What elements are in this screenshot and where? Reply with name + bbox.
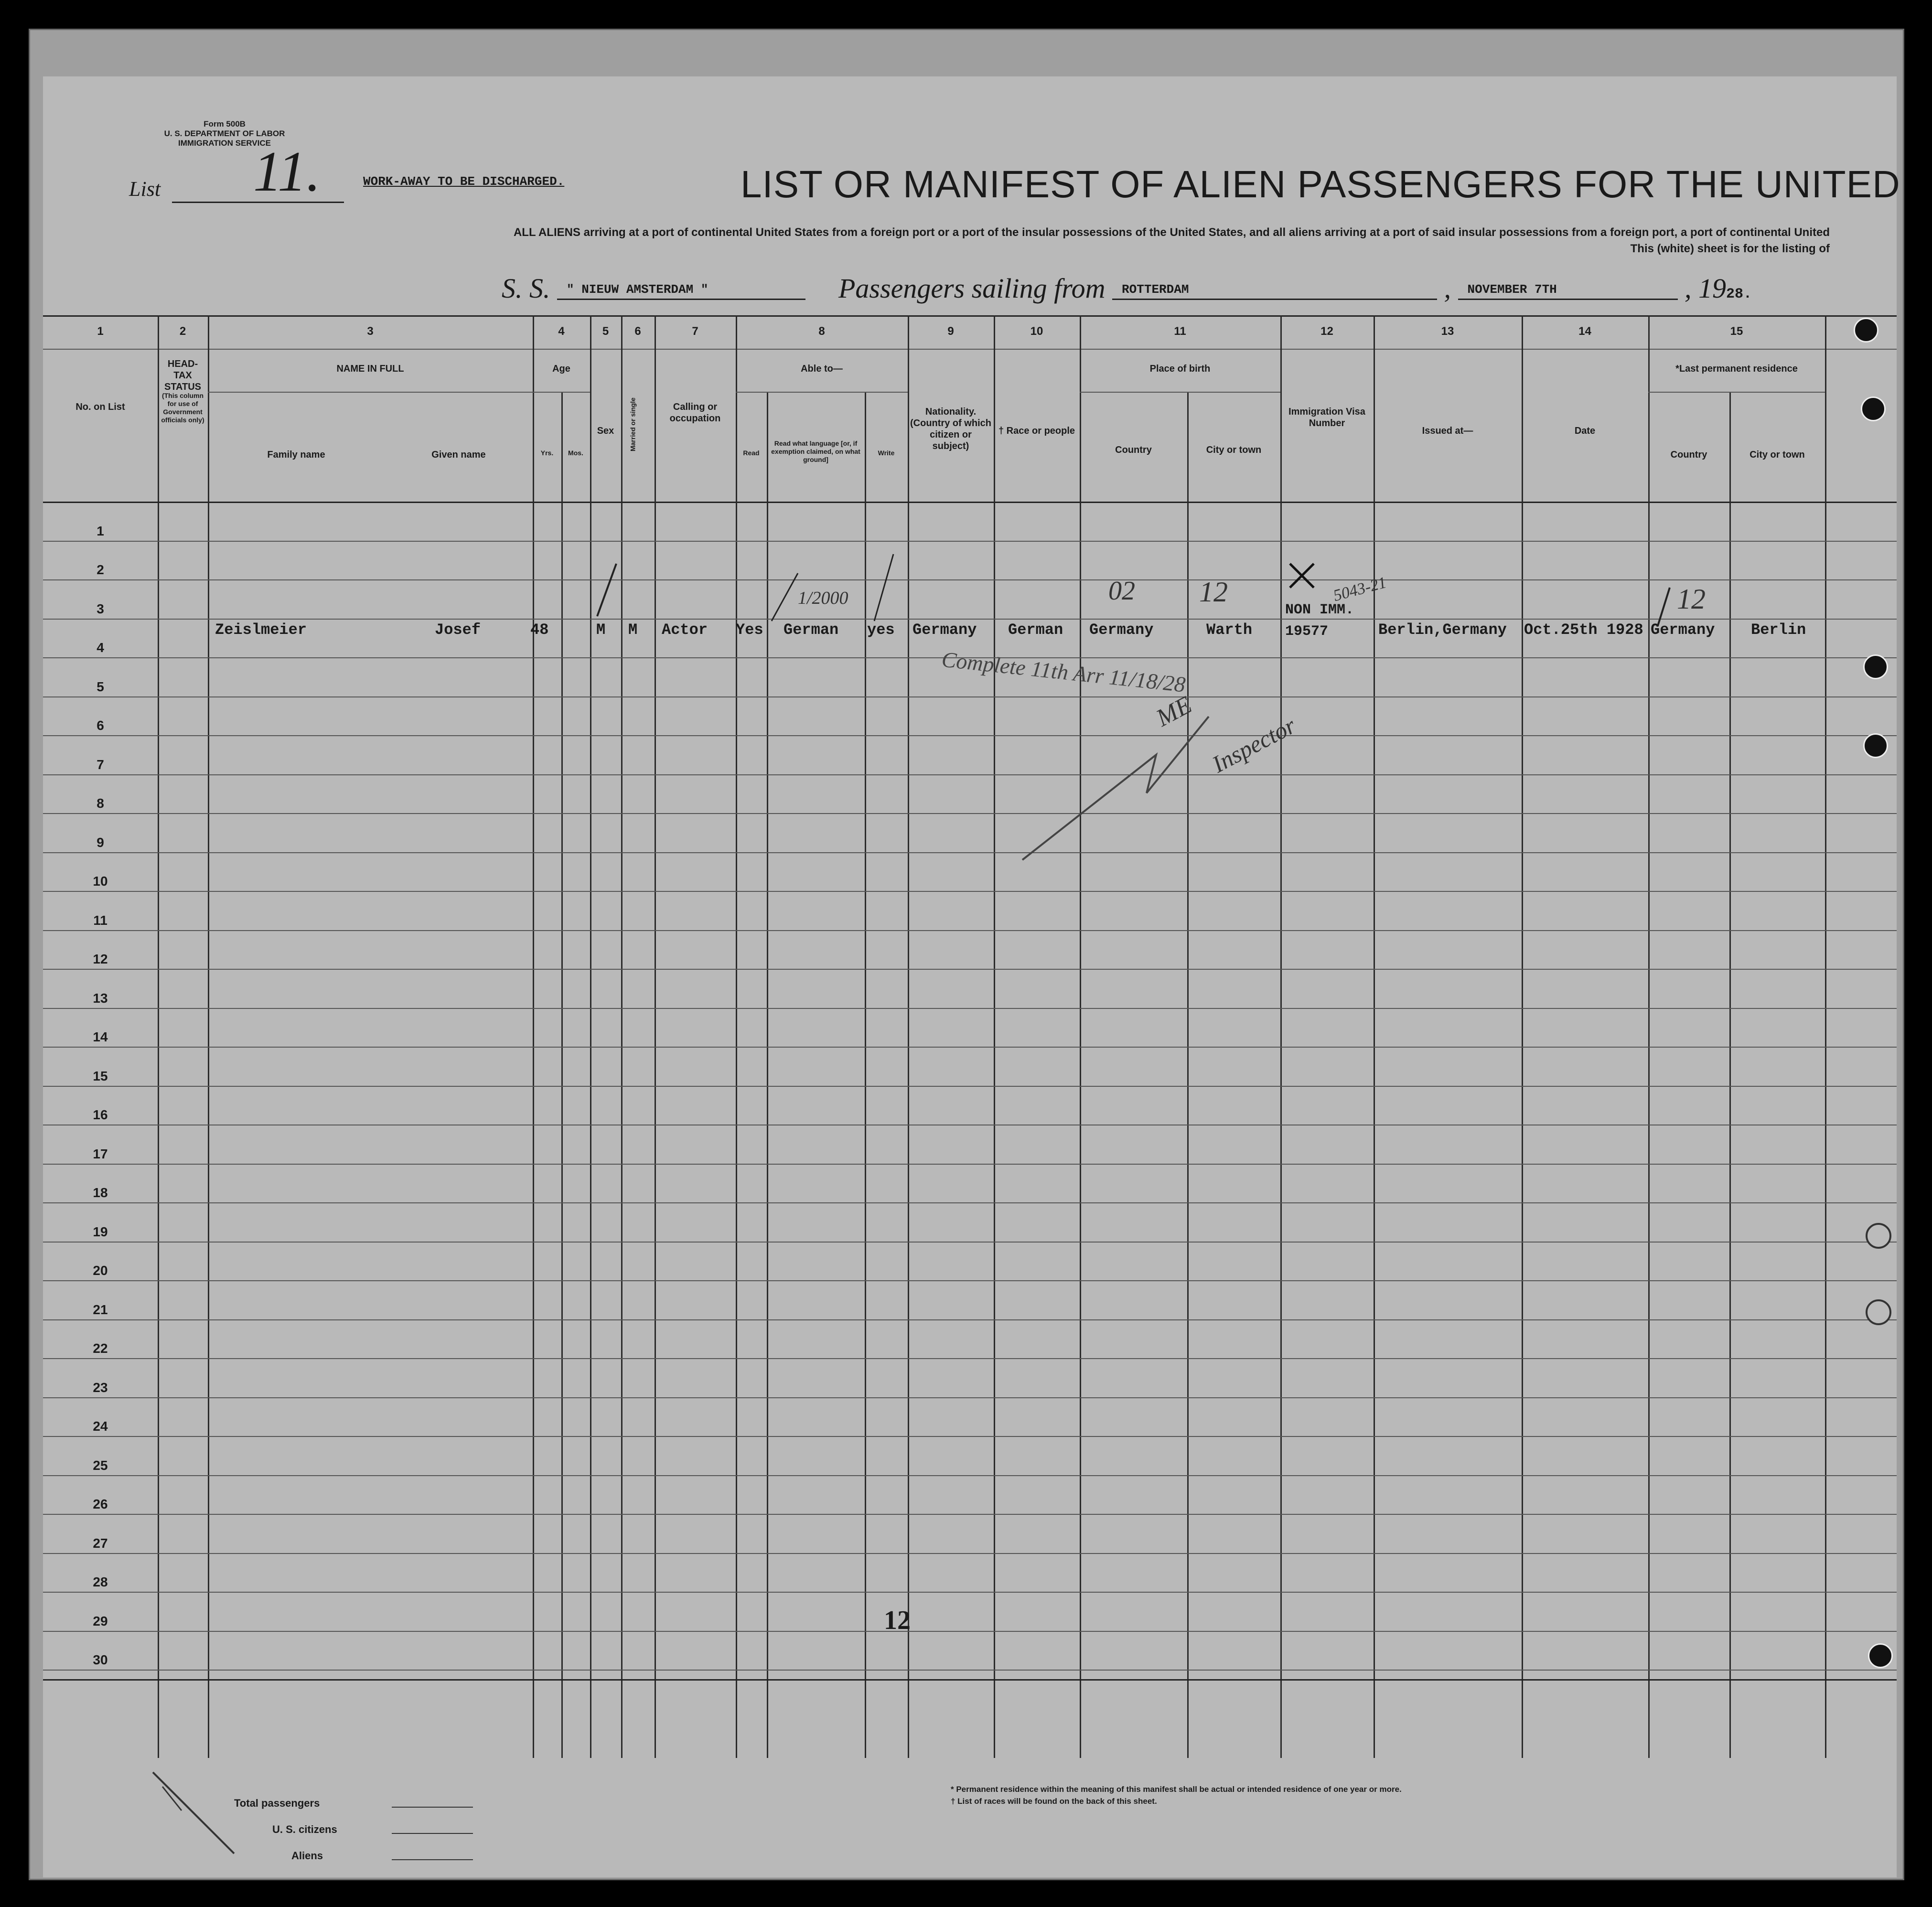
col-num-4: 4 bbox=[558, 325, 565, 338]
footnote-residence: * Permanent residence within the meaning of this manifest shall be actual or intended residence of one year or more. bbox=[951, 1785, 1402, 1794]
manifest-sheet bbox=[43, 76, 1900, 1877]
row-number: 11 bbox=[93, 912, 107, 928]
col-num-13: 13 bbox=[1441, 325, 1454, 338]
birth-country-cell: Germany bbox=[1089, 621, 1154, 639]
marital-cell: M bbox=[628, 621, 638, 639]
row-number: 21 bbox=[93, 1302, 108, 1317]
subtitle bbox=[397, 225, 1830, 257]
check-mark bbox=[1658, 588, 1670, 626]
row-number: 7 bbox=[97, 757, 104, 772]
subtitle-line-1: ALL ALIENS arriving at a port of continental United States from a foreign port or a port of the insular possessions of the United States, and all aliens arriving at a port of said insular possessions from a foreign port, a port of continental United bbox=[513, 226, 1830, 239]
check-mark bbox=[874, 554, 893, 621]
inspector-flourish bbox=[1022, 717, 1209, 860]
col-num-3: 3 bbox=[367, 325, 374, 338]
punch-hole bbox=[1863, 654, 1888, 679]
row-number: 28 bbox=[93, 1575, 108, 1589]
footnote-races: † List of races will be found on the back of this sheet. bbox=[951, 1797, 1157, 1806]
header-read-language: Read what language [or, if exemption claimed, on what ground] bbox=[771, 439, 860, 463]
header-head-tax: HEAD-TAX STATUS bbox=[164, 359, 202, 392]
punch-hole bbox=[1866, 1299, 1891, 1325]
header-last-residence: *Last permanent residence bbox=[1675, 364, 1798, 374]
col-num-9: 9 bbox=[947, 325, 954, 338]
page-number: 12 bbox=[884, 1606, 911, 1635]
nationality-cell: Germany bbox=[912, 621, 977, 639]
row-number: 24 bbox=[93, 1419, 108, 1434]
read-cell: Yes bbox=[736, 621, 763, 639]
x-mark bbox=[1290, 564, 1314, 588]
row-number: 12 bbox=[93, 952, 108, 966]
total-passengers-line bbox=[392, 1807, 473, 1808]
header-mos: Mos. bbox=[568, 449, 583, 457]
row-number: 25 bbox=[93, 1457, 108, 1473]
departure-port: ROTTERDAM bbox=[1112, 282, 1437, 300]
row-number: 5 bbox=[97, 679, 104, 694]
birth-city-code: 12 bbox=[1199, 576, 1228, 608]
row-number: 22 bbox=[93, 1341, 108, 1356]
list-label: List bbox=[129, 177, 161, 201]
row-number: 2 bbox=[97, 562, 104, 577]
col-num-5: 5 bbox=[602, 325, 609, 338]
inspector-title: Inspector bbox=[1207, 711, 1300, 778]
row-number: 15 bbox=[93, 1068, 108, 1083]
age-cell: 48 bbox=[530, 621, 549, 639]
check-mark bbox=[597, 564, 616, 616]
year-prefix: 19 bbox=[1698, 273, 1727, 304]
row-number: 29 bbox=[93, 1613, 108, 1628]
header-birth-country: Country bbox=[1115, 445, 1152, 455]
workaway-note: WORK-AWAY TO BE DISCHARGED. bbox=[363, 174, 565, 189]
manifest-table bbox=[43, 315, 1897, 1758]
us-citizens-line bbox=[392, 1833, 473, 1834]
row-number: 9 bbox=[97, 835, 104, 850]
row-number: 18 bbox=[93, 1185, 108, 1200]
inspector-initials: ME bbox=[1152, 691, 1197, 732]
race-cell: German bbox=[1008, 621, 1063, 639]
occupation-cell: Actor bbox=[662, 621, 708, 639]
row-number: 26 bbox=[93, 1497, 108, 1511]
department-name: U. S. DEPARTMENT OF LABOR bbox=[164, 129, 285, 138]
header-read: Read bbox=[743, 449, 760, 457]
header-head-tax-note: (This column for use of Government officials only) bbox=[161, 392, 204, 424]
col-num-1: 1 bbox=[97, 325, 104, 338]
aliens-line bbox=[392, 1859, 473, 1860]
visa-mark: 5043-21 bbox=[1331, 573, 1389, 605]
visa-number-cell: NON IMM. 19577 bbox=[1285, 602, 1354, 640]
header-given-name: Given name bbox=[431, 450, 486, 460]
row-number: 17 bbox=[93, 1146, 108, 1161]
punch-hole bbox=[1854, 318, 1878, 343]
row-number: 27 bbox=[93, 1535, 108, 1551]
col-num-8: 8 bbox=[818, 325, 825, 338]
list-number: 11. bbox=[253, 139, 321, 203]
page-title: LIST OR MANIFEST OF ALIEN PASSENGERS FOR THE UNITED bbox=[741, 163, 1900, 205]
header-family-name: Family name bbox=[267, 450, 325, 460]
row-number: 8 bbox=[97, 796, 104, 811]
voyage-line: S. S. " NIEUW AMSTERDAM " Passengers sailing from ROTTERDAM , NOVEMBER 7TH , 1928. bbox=[502, 273, 1752, 304]
header-birth-city: City or town bbox=[1206, 445, 1262, 455]
col-num-11: 11 bbox=[1174, 325, 1186, 338]
col-num-10: 10 bbox=[1030, 325, 1043, 338]
header-date: Date bbox=[1574, 426, 1596, 436]
row-number: 30 bbox=[93, 1652, 108, 1667]
ship-name: " NIEUW AMSTERDAM " bbox=[557, 282, 805, 300]
subtitle-line-2: This (white) sheet is for the listing of bbox=[1630, 242, 1830, 255]
header-nationality: Nationality. (Country of which citizen or subject) bbox=[910, 407, 991, 451]
birth-country-code: 02 bbox=[1108, 576, 1135, 606]
us-citizens-label: U. S. citizens bbox=[272, 1823, 337, 1835]
sailing-label: Passengers sailing from bbox=[838, 273, 1106, 304]
form-number: Form 500B bbox=[204, 119, 246, 129]
header-write: Write bbox=[878, 449, 895, 457]
row-number: 20 bbox=[93, 1263, 108, 1278]
header-yrs: Yrs. bbox=[540, 449, 554, 457]
language-cell: German bbox=[784, 621, 839, 639]
header-race: † Race or people bbox=[998, 426, 1075, 436]
res-country-cell: Germany bbox=[1651, 621, 1715, 639]
col-num-2: 2 bbox=[179, 325, 186, 338]
header-res-country: Country bbox=[1670, 450, 1707, 460]
header-able-to: Able to— bbox=[801, 364, 843, 374]
header-issued-at: Issued at— bbox=[1422, 426, 1473, 436]
birth-city-cell: Warth bbox=[1206, 621, 1253, 639]
row-number: 1 bbox=[97, 523, 104, 538]
header-place-of-birth: Place of birth bbox=[1149, 364, 1211, 374]
ss-label: S. S. bbox=[502, 273, 550, 304]
departure-date: NOVEMBER 7TH bbox=[1458, 282, 1678, 300]
year-suffix: 28. bbox=[1726, 286, 1752, 302]
res-city-cell: Berlin bbox=[1751, 621, 1806, 639]
header-age: Age bbox=[552, 364, 570, 374]
punch-hole bbox=[1861, 396, 1886, 421]
pen-marks bbox=[43, 315, 1897, 1758]
family-name-cell: Zeislmeier bbox=[215, 621, 307, 639]
header-no-on-list: No. on List bbox=[75, 402, 125, 412]
total-passengers-label: Total passengers bbox=[234, 1797, 320, 1809]
row-number: 19 bbox=[93, 1224, 108, 1239]
row-number: 6 bbox=[97, 718, 104, 733]
sex-cell: M bbox=[596, 621, 606, 639]
col-num-7: 7 bbox=[692, 325, 698, 338]
col-num-15: 15 bbox=[1730, 325, 1743, 338]
punch-hole bbox=[1863, 733, 1888, 758]
complete-note: Complete 11th Arr 11/18/28 bbox=[940, 647, 1187, 697]
issued-at-cell: Berlin,Germany bbox=[1378, 621, 1507, 639]
header-name-in-full: NAME IN FULL bbox=[336, 364, 404, 374]
given-name-cell: Josef bbox=[435, 621, 481, 639]
col-num-12: 12 bbox=[1320, 325, 1333, 338]
col-num-14: 14 bbox=[1578, 325, 1591, 338]
service-name: IMMIGRATION SERVICE bbox=[178, 139, 271, 148]
row-number: 4 bbox=[97, 640, 104, 655]
write-cell: yes bbox=[867, 621, 895, 639]
language-mark: 1/2000 bbox=[798, 588, 848, 608]
col-num-6: 6 bbox=[634, 325, 641, 338]
header-sex: Sex bbox=[597, 426, 614, 436]
header-visa-number: Immigration Visa Number bbox=[1288, 407, 1365, 429]
row-number: 3 bbox=[97, 601, 104, 616]
issue-date-cell: Oct.25th 1928 bbox=[1524, 621, 1643, 639]
check-mark bbox=[772, 573, 798, 621]
header-calling: Calling or occupation bbox=[669, 402, 721, 424]
punch-hole bbox=[1866, 1223, 1891, 1249]
footer-slash bbox=[43, 1768, 377, 1877]
row-number: 13 bbox=[93, 990, 108, 1006]
header-married: Married or single bbox=[629, 397, 637, 451]
row-number: 14 bbox=[93, 1029, 108, 1044]
row-number: 23 bbox=[93, 1380, 108, 1395]
row-number: 10 bbox=[93, 874, 108, 889]
residence-code: 12 bbox=[1677, 583, 1706, 615]
header-res-city: City or town bbox=[1750, 450, 1805, 460]
row-number: 16 bbox=[93, 1107, 108, 1122]
punch-hole bbox=[1868, 1643, 1893, 1668]
aliens-label: Aliens bbox=[291, 1850, 323, 1862]
